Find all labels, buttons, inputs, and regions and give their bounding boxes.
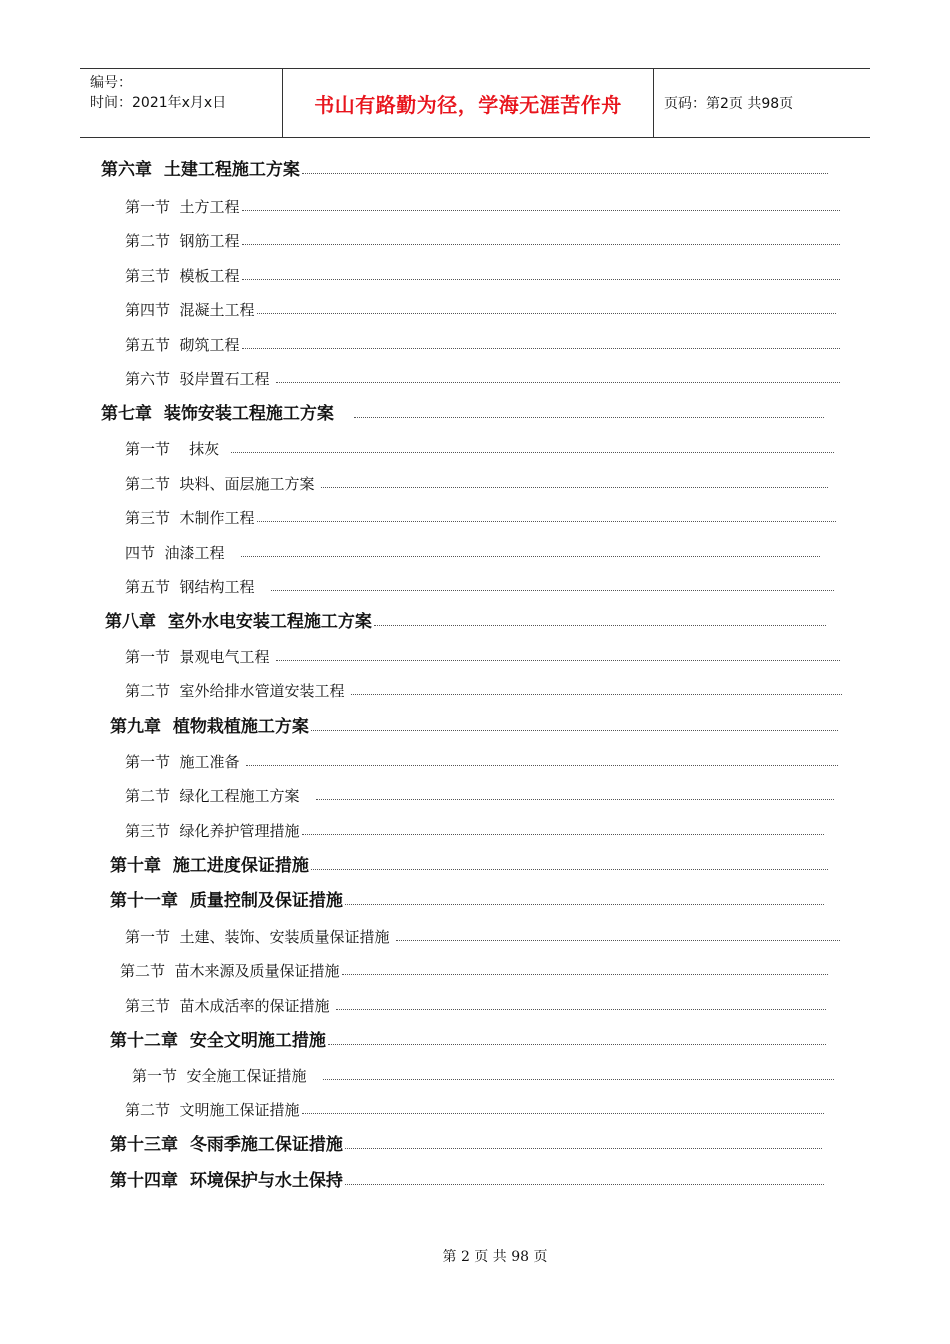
toc-dot-leader — [242, 210, 840, 211]
toc-entry-title: 第六章 土建工程施工方案 — [101, 160, 300, 180]
motto-text: 书山有路勤为径，学海无涯苦作舟 — [314, 92, 622, 117]
toc-dot-leader — [241, 556, 820, 557]
header-page-cell — [654, 69, 870, 137]
toc-dot-leader — [354, 417, 824, 418]
toc-dot-leader — [302, 173, 828, 174]
toc-dot-leader — [302, 1113, 824, 1114]
toc-dot-leader — [311, 869, 828, 870]
toc-section-entry — [125, 193, 840, 217]
toc-section-entry — [125, 643, 840, 667]
toc-section-entry — [125, 262, 840, 286]
toc-dot-leader — [242, 348, 840, 349]
toc-dot-leader — [345, 904, 824, 905]
toc-entry-title: 第二节 苗木来源及质量保证措施 — [120, 962, 340, 980]
toc-entry-title: 第四节 混凝土工程 — [125, 301, 255, 319]
toc-section-entry — [125, 227, 840, 251]
toc-dot-leader — [374, 625, 826, 626]
toc-entry-title: 第一节 安全施工保证措施 — [132, 1067, 321, 1085]
toc-section-entry — [125, 470, 828, 494]
toc-chapter-entry — [105, 608, 826, 632]
toc-dot-leader — [323, 1079, 834, 1080]
toc-section-entry — [125, 435, 834, 459]
toc-entry-title: 第三节 模板工程 — [125, 267, 240, 285]
toc-entry-title: 第七章 装饰安装工程施工方案 — [101, 404, 352, 424]
toc-chapter-entry — [110, 1027, 826, 1051]
toc-dot-leader — [345, 1148, 822, 1149]
toc-dot-leader — [257, 521, 836, 522]
toc-section-entry — [125, 296, 836, 320]
toc-dot-leader — [328, 1044, 826, 1045]
toc-entry-title: 第二节 文明施工保证措施 — [125, 1101, 300, 1119]
toc-section-entry — [125, 782, 834, 806]
toc-entry-title: 第二节 钢筋工程 — [125, 232, 240, 250]
toc-entry-title: 第十一章 质量控制及保证措施 — [110, 891, 343, 911]
toc-entry-title: 第二节 室外给排水管道安装工程 — [125, 682, 350, 700]
toc-entry-title: 第一节 抹灰 — [125, 440, 229, 458]
toc-dot-leader — [336, 1009, 826, 1010]
toc-entry-title: 第二节 绿化工程施工方案 — [125, 787, 314, 805]
toc-chapter-entry — [110, 852, 828, 876]
toc-dot-leader — [351, 694, 842, 695]
page-footer — [0, 1246, 950, 1266]
toc-section-entry — [125, 331, 840, 355]
toc-entry-title: 第十四章 环境保护与水土保持 — [110, 1171, 343, 1191]
toc-entry-title: 第五节 钢结构工程 — [125, 578, 269, 596]
toc-chapter-entry — [110, 713, 838, 737]
toc-entry-title: 第十章 施工进度保证措施 — [110, 856, 309, 876]
toc-chapter-entry — [110, 887, 824, 911]
toc-chapter-entry — [110, 1167, 824, 1191]
toc-section-entry — [125, 992, 826, 1016]
toc-entry-title: 第八章 室外水电安装工程施工方案 — [105, 612, 372, 632]
header-meta — [80, 69, 282, 137]
toc-dot-leader — [316, 799, 834, 800]
toc-entry-title: 第三节 木制作工程 — [125, 509, 255, 527]
toc-entry-title: 第三节 苗木成活率的保证措施 — [125, 997, 335, 1015]
toc-section-entry — [125, 677, 842, 701]
toc-section-entry — [125, 923, 840, 947]
toc-dot-leader — [321, 487, 828, 488]
toc-section-entry — [125, 748, 838, 772]
toc-dot-leader — [276, 382, 840, 383]
toc-dot-leader — [257, 313, 836, 314]
toc-entry-title: 第一节 土建、装饰、安装质量保证措施 — [125, 928, 395, 946]
toc-entry-title: 四节 油漆工程 — [125, 544, 239, 562]
toc-entry-title: 第二节 块料、面层施工方案 — [125, 475, 320, 493]
toc-entry-title: 第十二章 安全文明施工措施 — [110, 1031, 326, 1051]
toc-chapter-entry — [101, 400, 824, 424]
toc-entry-title: 第一节 土方工程 — [125, 198, 240, 216]
toc-dot-leader — [242, 279, 840, 280]
toc-dot-leader — [231, 452, 834, 453]
toc-dot-leader — [342, 974, 828, 975]
toc-entry-title: 第九章 植物栽植施工方案 — [110, 717, 309, 737]
header-motto-cell — [282, 69, 654, 137]
toc-dot-leader — [396, 940, 840, 941]
serial-label: 编号： — [90, 75, 132, 91]
toc-dot-leader — [242, 244, 840, 245]
toc-chapter-entry — [110, 1131, 822, 1155]
toc-section-entry — [125, 504, 836, 528]
toc-section-entry — [132, 1062, 834, 1086]
toc-entry-title: 第三节 绿化养护管理措施 — [125, 822, 300, 840]
toc-entry-title: 第一节 施工准备 — [125, 753, 245, 771]
toc-section-entry — [125, 817, 824, 841]
toc-section-entry — [125, 365, 840, 389]
toc-dot-leader — [276, 660, 840, 661]
toc-dot-leader — [345, 1184, 824, 1185]
toc-section-entry — [120, 957, 828, 981]
toc-entry-title: 第五节 砌筑工程 — [125, 336, 240, 354]
footer-page-number: 第 2 页 共 98 页 — [442, 1249, 548, 1265]
toc-section-entry — [125, 539, 820, 563]
toc-entry-title: 第十三章 冬雨季施工保证措施 — [110, 1135, 343, 1155]
toc-entry-title: 第六节 驳岸置石工程 — [125, 370, 275, 388]
toc-dot-leader — [311, 730, 838, 731]
time-label: 时间：2021年x月x日 — [90, 95, 227, 111]
toc-section-entry — [125, 573, 834, 597]
toc-entry-title: 第一节 景观电气工程 — [125, 648, 275, 666]
toc-section-entry — [125, 1096, 824, 1120]
page-info: 页码：第2页 共98页 — [664, 96, 794, 112]
toc-dot-leader — [302, 834, 824, 835]
toc-chapter-entry — [101, 156, 828, 180]
document-header — [80, 68, 870, 138]
toc-dot-leader — [246, 765, 838, 766]
toc-dot-leader — [271, 590, 834, 591]
